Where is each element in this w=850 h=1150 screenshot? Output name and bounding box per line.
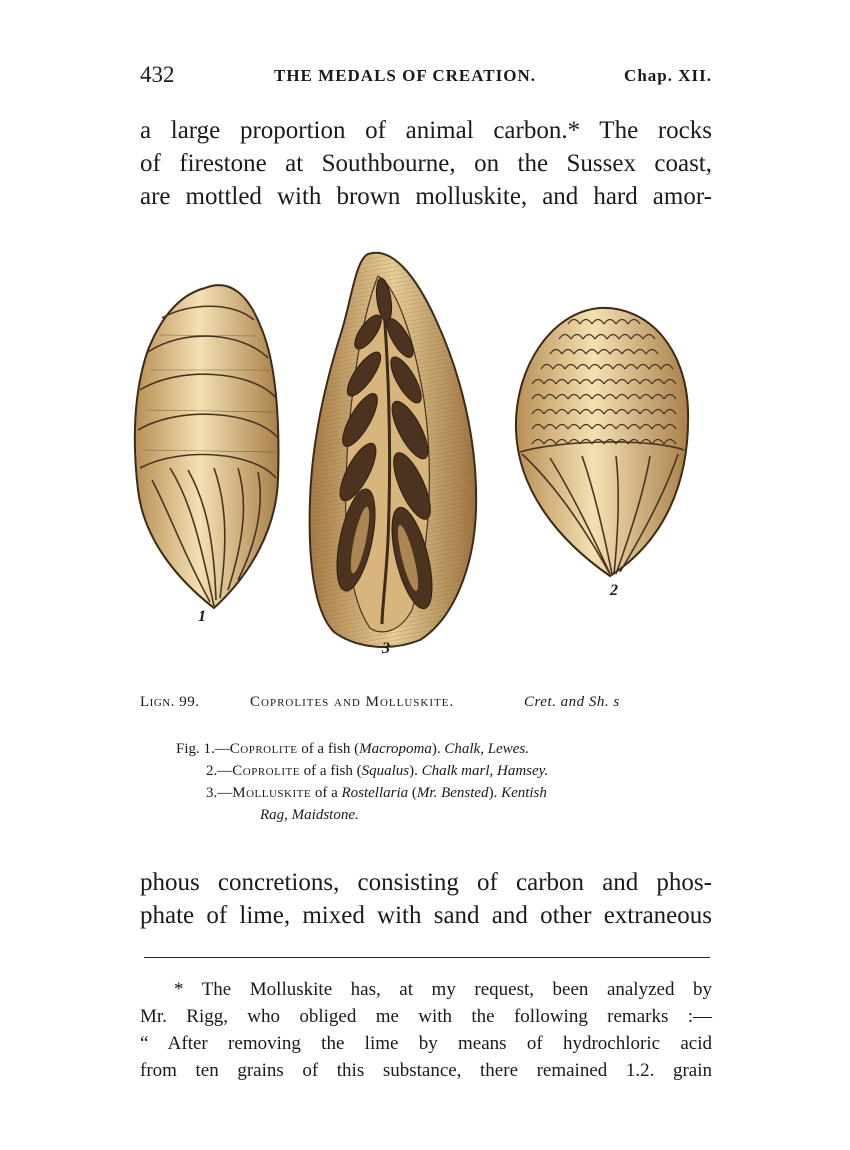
fossil-illustration (130, 240, 710, 670)
paragraph-bottom (140, 866, 712, 932)
caption-item: 2.—Coprolite of a fish (Squalus). Chalk marl, Hamsey. (206, 763, 549, 779)
text-line: are mottled with brown molluskite, and hard amor- (140, 183, 712, 210)
figure-caption-list (176, 738, 676, 826)
caption-item: 3.—Molluskite of a Rostellaria (Mr. Bensted). Kentish (206, 785, 547, 801)
caption-formation: Cret. and Sh. s (524, 694, 620, 710)
paragraph-top (140, 114, 712, 213)
running-title: THE MEDALS OF CREATION. (274, 66, 536, 85)
caption-item: Fig. 1.—Coprolite of a fish (Macropoma). Chalk, Lewes. (176, 741, 529, 757)
molluskite-fig3 (310, 253, 477, 647)
caption-item: Rag, Maidstone. (260, 807, 359, 823)
text-line: phous concretions, consisting of carbon and phos- (140, 869, 712, 896)
footnote (140, 976, 712, 1084)
page-header (140, 62, 712, 92)
footnote-line: Mr. Rigg, who obliged me with the following remarks :— (140, 1006, 712, 1027)
figure-label-3: 3 (382, 640, 390, 657)
figure-label-1: 1 (198, 608, 206, 625)
text-line: of firestone at Southbourne, on the Sussex coast, (140, 150, 712, 177)
text-line: a large proportion of animal carbon.* The rocks (140, 117, 712, 144)
page-number: 432 (140, 62, 175, 87)
fossil-engraving (130, 240, 710, 670)
figure-label-2: 2 (610, 582, 618, 599)
footnote-line: from ten grains of this substance, there remained 1.2. grain (140, 1060, 712, 1081)
footnote-line: “ After removing the lime by means of hydrochloric acid (140, 1033, 712, 1054)
chapter-label: Chap. XII. (624, 66, 712, 85)
footnote-line: * The Molluskite has, at my request, been analyzed by (174, 979, 712, 1000)
coprolite-fig2 (516, 308, 688, 576)
caption-title: Coprolites and Molluskite. (250, 694, 455, 710)
footnote-divider (144, 957, 710, 958)
text-line: phate of lime, mixed with sand and other extraneous (140, 902, 712, 929)
coprolite-fig1 (135, 285, 279, 608)
lign-number: Lign. 99. (140, 694, 200, 710)
